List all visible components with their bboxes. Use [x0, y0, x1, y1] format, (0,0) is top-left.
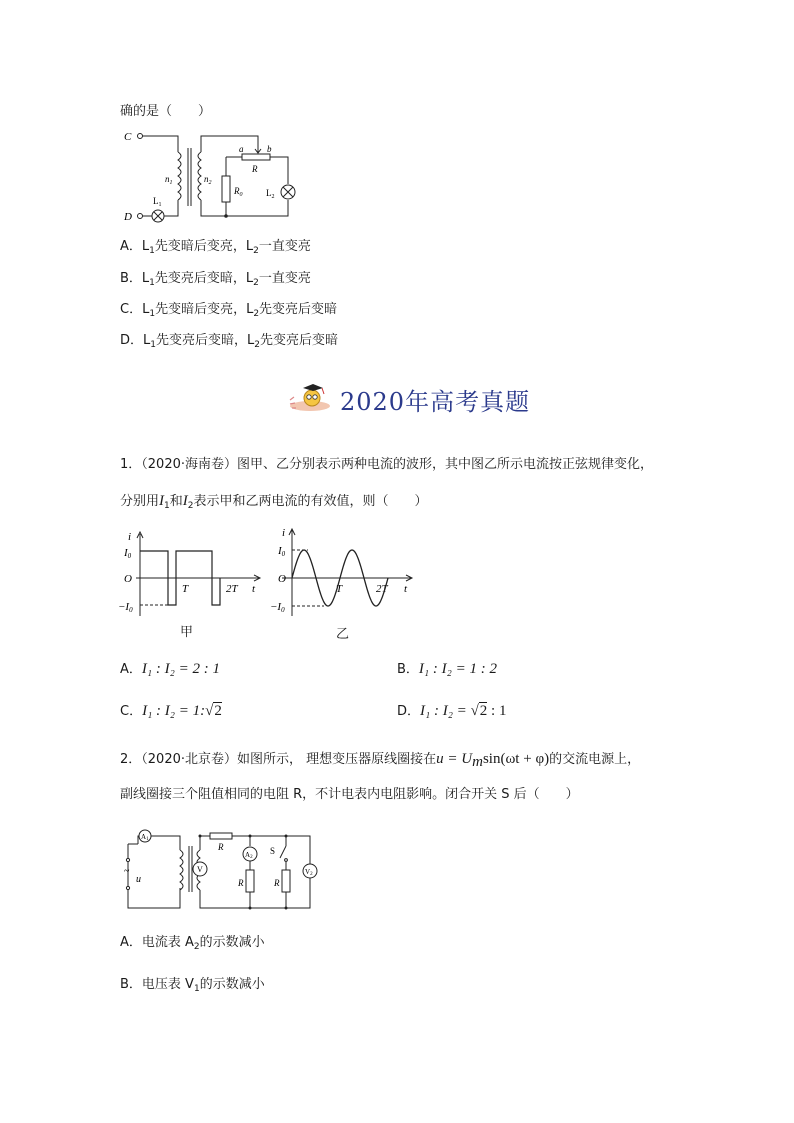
primary-coil [178, 152, 181, 200]
svg-text:~: ~ [124, 866, 130, 877]
option-a[interactable]: A．$L_1$先变暗后变亮，$L_2$一直变亮 [120, 239, 311, 256]
secondary-coil [198, 152, 201, 200]
square-wave-graph [118, 528, 268, 620]
option-d[interactable]: D．$L_1$先变亮后变暗，$L_2$先变亮后变暗 [120, 333, 338, 350]
terminal-d [138, 214, 143, 219]
svg-text:S: S [270, 846, 276, 856]
q2-circuit-figure [118, 824, 318, 914]
q2-option-b[interactable]: B．电压表 $V_1$的示数减小 [120, 977, 265, 994]
svg-text:2T: 2T [226, 583, 238, 595]
q1-option-c[interactable]: C．I₁ : I₂ = 1:√2 [120, 703, 222, 719]
svg-text:u: u [136, 874, 141, 885]
q1-stem-line2: 分别用$I_1$和$I_2$表示甲和乙两电流的有效值，则（ ） [120, 493, 428, 511]
q2-option-a[interactable]: A．电流表 $A_2$的示数减小 [120, 935, 265, 952]
svg-text:T: T [182, 583, 189, 595]
svg-text:n1: $n_1$ [165, 174, 173, 186]
resistor-r-branch1 [246, 870, 254, 892]
caption-yi: 乙 [336, 627, 350, 642]
svg-text:i: i [128, 531, 132, 543]
switch-s [280, 846, 286, 858]
caption-jia: 甲 [180, 625, 194, 640]
svg-text:O: O [124, 573, 132, 585]
question-stem-tail: 确的是（ ） [120, 104, 212, 119]
q2-stem-line2: 副线圈接三个阻值相同的电阻 R，不计电表内电阻影响。闭合开关 S 后（ ） [120, 787, 579, 802]
svg-text:V: V [197, 865, 203, 874]
q1-option-a[interactable]: A．I₁ : I₂ = 2 : 1 [120, 661, 220, 677]
svg-text:T: T [336, 583, 343, 595]
svg-text:n2: $n_2$ [204, 174, 212, 186]
svg-text:b: b [267, 144, 272, 154]
svg-text:a: a [239, 144, 244, 154]
section-title: 2020年高考真题 [340, 388, 531, 416]
svg-text:O: O [278, 573, 286, 585]
label-c: C [124, 131, 132, 143]
svg-text:R: R [274, 878, 280, 888]
transformer-circuit-figure [118, 124, 308, 232]
svg-text:t: t [252, 583, 256, 595]
sine-wave-graph [268, 526, 418, 620]
svg-text:R0: $R_0$ [234, 186, 243, 198]
svg-text:−I0: −I0 [270, 601, 285, 614]
svg-text:A2: A2 [245, 851, 253, 860]
q1-option-d[interactable]: D．I₁ : I₂ = √2 : 1 [397, 703, 507, 719]
svg-text:−I0: −I0 [118, 601, 133, 614]
svg-text:V2: V2 [305, 868, 313, 877]
svg-text:2T: 2T [376, 583, 388, 595]
resistor-r0 [222, 176, 230, 202]
terminal-c [138, 134, 143, 139]
svg-text:I0: I0 [278, 545, 286, 558]
graduate-owl-icon [286, 380, 334, 414]
rheostat-r [242, 154, 270, 160]
svg-text:i: i [282, 527, 286, 539]
svg-text:R: R [218, 842, 224, 852]
resistor-r-branch2 [282, 870, 290, 892]
label-l1: $L_1$ [153, 196, 162, 208]
q1-option-b[interactable]: B．I₁ : I₂ = 1 : 2 [397, 661, 497, 677]
svg-text:R: R [252, 164, 258, 174]
q1-stem-line1: 1．（2020·海南卷）图甲、乙分别表示两种电流的波形，其中图乙所示电流按正弦规律变化， [120, 457, 653, 472]
svg-text:A1: A1 [141, 833, 149, 842]
q2-stem-line1: 2．（2020·北京卷）如图所示， 理想变压器原线圈接在$u = U_m\sin(\omega t + \varphi)$的交流电源上， [120, 751, 641, 770]
resistor-r-series [210, 833, 232, 839]
svg-text:R: R [238, 878, 244, 888]
svg-text:t: t [404, 583, 408, 595]
svg-text:I0: I0 [124, 547, 132, 560]
label-d: D [124, 211, 132, 223]
option-c[interactable]: C．$L_1$先变暗后变亮，$L_2$先变亮后变暗 [120, 302, 338, 319]
option-b[interactable]: B．$L_1$先变亮后变暗，$L_2$一直变亮 [120, 271, 311, 288]
svg-text:L2: $L_2$ [266, 188, 275, 200]
